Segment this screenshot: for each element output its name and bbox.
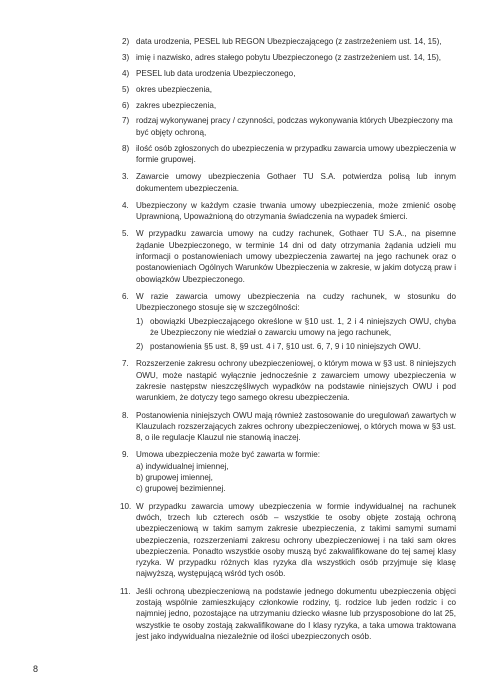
- list-item: [122, 115, 456, 138]
- list-item: [122, 52, 456, 63]
- item-number: 2): [122, 37, 130, 46]
- form-option: c) grupowej bezimiennej.: [136, 484, 226, 494]
- form-option: b) grupowej imiennej,: [136, 473, 213, 483]
- paragraph-text: W razie zawarcia umowy ubezpieczenia na cudzy rachunek, w stosunku do Ubezpieczonego stosuje się w szczególności:: [136, 291, 456, 313]
- paragraph-number: 3.: [122, 172, 129, 182]
- list-item: [122, 143, 456, 166]
- item-number: 8): [122, 143, 130, 153]
- document-body: [122, 36, 456, 648]
- form-option: a) indywidualnej imiennej,: [136, 461, 229, 471]
- list-item: [122, 84, 456, 95]
- paragraph-number: 4.: [122, 200, 129, 210]
- item-text: zakres ubezpieczenia,: [136, 100, 217, 110]
- list-item: [122, 100, 456, 111]
- paragraph-text: W przypadku zawarcia umowy ubezpieczenia w formie indywidualnej na rachunek dwóch, trzech lub czterech osób – wszystkie te osoby objęte zostają ochroną ubezpieczeniową w takim samym zakresie ubezpieczenia, z takimi samymi sumami ubezpieczenia, rozszerzeniami zakresu ochrony ubezpieczeniowej i na taki sam okres ubezpieczenia. Ponadto wszystkie osoby muszą być zakwalifikowane do tej samej klasy ryzyka. W przypadku różnych klas ryzyka dla wszystkich osób przyjmuje się klasę najwyższą, występującą wśród tych osób.: [136, 501, 456, 579]
- list-item: [136, 341, 456, 352]
- item-text: okres ubezpieczenia,: [136, 84, 213, 94]
- item-number: 7): [122, 116, 130, 126]
- list-item: [122, 68, 456, 79]
- sub-list: [136, 316, 456, 353]
- paragraph-text: Zawarcie umowy ubezpieczenia Gothaer TU S.A. potwierdza polisą lub innym dokumentem ubezpieczenia.: [136, 172, 456, 193]
- paragraph-number: 8.: [122, 410, 129, 420]
- item-text: PESEL lub data urodzenia Ubezpieczonego,: [136, 68, 296, 78]
- paragraph-3: [122, 171, 456, 194]
- item-number: 4): [122, 68, 130, 78]
- paragraph-text: Postanowienia niniejszych OWU mają również zastosowanie do uregulowań zawartych w Klauzulach rozszerzających zakres ochrony ubezpieczeniowej, o których mowa w §3 ust. 8, o ile regulacje Klauzul nie stanowią inaczej.: [136, 410, 456, 443]
- item-number: 3): [122, 52, 130, 62]
- paragraph-11: [122, 586, 456, 642]
- item-text: imię i nazwisko, adres stałego pobytu Ubezpieczonego (z zastrzeżeniem ust. 14, 15),: [136, 52, 442, 62]
- paragraph-6: [122, 291, 456, 352]
- paragraph-text: Ubezpieczony w każdym czasie trwania umowy ubezpieczenia, może zmienić osobę Uprawnioną, Upoważnioną do otrzymania świadczenia na wypadek śmierci.: [136, 200, 456, 222]
- paragraph-10: [122, 501, 456, 580]
- item-number: 6): [122, 100, 130, 110]
- paragraph-4: [122, 200, 456, 223]
- paragraph-8: [122, 410, 456, 444]
- paragraph-text: W przypadku zawarcia umowy na cudzy rachunek, Gothaer TU S.A., na pisemne żądanie Ubezpieczonego, w terminie 14 dni od daty otrzymania żądania udzieli mu informacji o postanowieniach umowy ubezpieczenia zawartej na jego rachunek oraz o postanowieniach Ogólnych Warunków Ubezpieczenia w zakresie, w jakim dotyczą praw i obowiązków Ubezpieczonego.: [136, 229, 456, 284]
- page-number: 8: [33, 664, 39, 674]
- paragraph-number: 7.: [122, 359, 129, 369]
- paragraph-text: Rozszerzenie zakresu ochrony ubezpieczeniowej, o którym mowa w §3 ust. 8 niniejszych OWU, może nastąpić wyłącznie jednocześnie z zawarciem umowy ubezpieczenia w zakresie następstw nieszczęśliwych wypadków na podstawie niniejszych OWU i pod warunkiem, że dotyczy tego samego okresu ubezpieczenia.: [136, 359, 456, 403]
- continued-enumeration: [122, 36, 456, 165]
- paragraph-text: Umowa ubezpieczenia może być zawarta w formie:: [136, 450, 320, 460]
- item-text: obowiązki Ubezpieczającego określone w §10 ust. 1, 2 i 4 niniejszych OWU, chyba że Ubezpieczony nie wiedział o zawarciu umowy na jego rachunek,: [150, 316, 456, 337]
- paragraph-number: 11.: [120, 586, 131, 596]
- item-text: postanowienia §5 ust. 8, §9 ust. 4 i 7, §10 ust. 6, 7, 9 i 10 niniejszych OWU.: [150, 342, 421, 352]
- paragraph-number: 5.: [122, 229, 129, 239]
- list-item: [122, 36, 456, 47]
- item-text: rodzaj wykonywanej pracy / czynności, podczas wykonywania których Ubezpieczony ma być objęty ochroną,: [136, 116, 453, 137]
- paragraph-9: [122, 449, 456, 494]
- item-text: data urodzenia, PESEL lub REGON Ubezpieczającego (z zastrzeżeniem ust. 14, 15),: [136, 37, 442, 46]
- paragraph-7: [122, 358, 456, 403]
- item-text: ilość osób zgłoszonych do ubezpieczenia w przypadku zawarcia umowy ubezpieczenia w formie grupowej.: [136, 143, 456, 164]
- paragraph-5: [122, 228, 456, 284]
- list-item: [136, 316, 456, 339]
- paragraph-text: Jeśli ochroną ubezpieczeniową na podstawie jednego dokumentu ubezpieczenia objęci zostają wspólnie zamieszkujący członkowie rodziny, tj. rodzice lub jeden rodzic i co najmniej jedno, pozostające na utrzymaniu dziecko własne lub przysposobione do lat 25, wszystkie te osoby zostają zakwalifikowane do I klasy ryzyka, a taka umowa traktowana jest jako indywidualna niezależnie od ilości ubezpieczonych osób.: [136, 586, 456, 641]
- paragraph-number: 10.: [120, 501, 132, 511]
- item-number: 1): [136, 316, 144, 326]
- item-number: 2): [136, 342, 144, 352]
- paragraph-number: 6.: [122, 291, 129, 301]
- paragraph-number: 9.: [122, 450, 129, 460]
- item-number: 5): [122, 84, 130, 94]
